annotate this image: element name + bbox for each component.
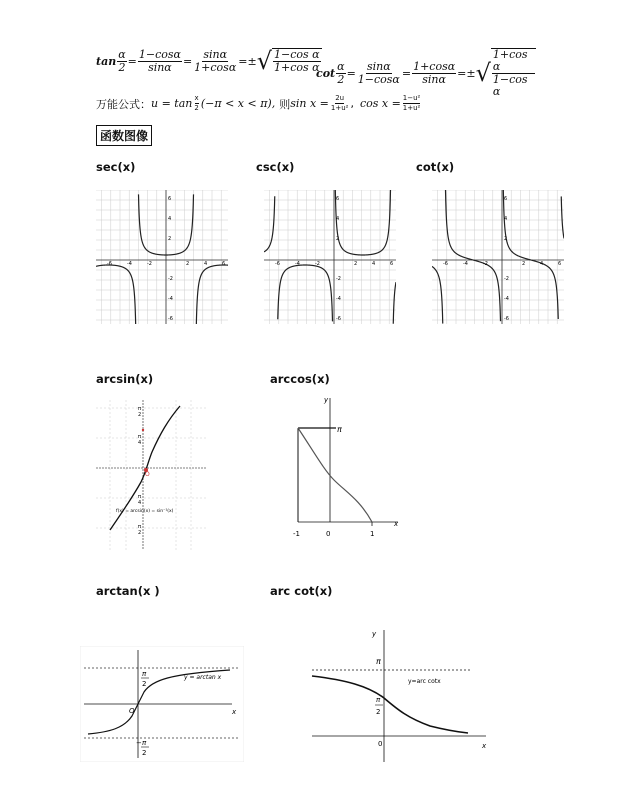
tick-y: -2 bbox=[504, 276, 509, 282]
tick-y: -2 bbox=[168, 276, 173, 282]
equals: = bbox=[401, 66, 412, 80]
tick-x: 4 bbox=[204, 261, 208, 267]
graph-label-sec: sec(x) bbox=[96, 160, 136, 174]
tan-label: tan bbox=[96, 54, 117, 68]
origin-label: O bbox=[145, 471, 150, 478]
numerator: 1+cos α bbox=[492, 49, 535, 74]
graph-label-arctan: arctan(x ) bbox=[96, 584, 160, 598]
pi-label: π bbox=[376, 657, 381, 666]
tick-x: 4 bbox=[372, 261, 376, 267]
equals: = bbox=[182, 54, 193, 68]
arccos-graph bbox=[284, 392, 408, 540]
tick-y: 4 bbox=[138, 500, 142, 506]
tick-x: 1 bbox=[370, 530, 375, 538]
range: (−π < x < π), bbox=[200, 97, 276, 110]
tick-y: -2 bbox=[336, 276, 341, 282]
tick-x: -1 bbox=[293, 530, 300, 538]
sec-curve bbox=[96, 194, 228, 324]
denominator: 1−cosα bbox=[357, 72, 400, 86]
cot-graph bbox=[432, 190, 564, 324]
origin-label: O bbox=[129, 707, 135, 715]
tick-y: -4 bbox=[504, 296, 509, 302]
cot-label: cot bbox=[316, 66, 336, 80]
two-top-label: 2 bbox=[142, 680, 147, 688]
arccot-graph bbox=[306, 626, 492, 764]
csc-graph bbox=[264, 190, 396, 324]
plus-minus: =± bbox=[457, 66, 476, 80]
x-over-two bbox=[194, 94, 198, 113]
denominator: 1+cos α bbox=[273, 61, 320, 74]
plus-minus: =± bbox=[238, 54, 257, 68]
graph-label-cot: cot(x) bbox=[416, 160, 455, 174]
tick-y: 2 bbox=[138, 412, 142, 418]
tick-y: 2 bbox=[138, 530, 142, 536]
equals: = bbox=[346, 66, 356, 80]
tick-y: 2 bbox=[336, 236, 340, 242]
fraction-1 bbox=[357, 61, 401, 86]
half-pi-denominator: 2 bbox=[376, 708, 381, 716]
tick-y: -4 bbox=[168, 296, 173, 302]
numerator: 1−cos α bbox=[273, 48, 320, 61]
two: 2 bbox=[337, 72, 345, 86]
comma: , bbox=[350, 97, 354, 110]
tick-y: -6 bbox=[168, 316, 173, 322]
two: 2 bbox=[118, 60, 126, 74]
universal-formula bbox=[96, 94, 422, 113]
tick-x: -6 bbox=[107, 261, 112, 267]
tick-y: -6 bbox=[504, 316, 509, 322]
numerator: sinα bbox=[366, 59, 391, 73]
curve-label: y=arc cotx bbox=[408, 678, 441, 685]
graph-label-csc: csc(x) bbox=[256, 160, 295, 174]
denominator: 1+u² bbox=[330, 104, 349, 112]
tick-x: 4 bbox=[540, 261, 544, 267]
grid-lines bbox=[264, 190, 396, 324]
pi-label: π bbox=[337, 425, 342, 434]
tick-x: -4 bbox=[463, 261, 468, 267]
graph-label-arcsin: arcsin(x) bbox=[96, 372, 154, 386]
denominator: 1+cosα bbox=[194, 60, 237, 74]
arccos-curve bbox=[298, 428, 372, 522]
tick-y: 2 bbox=[168, 236, 172, 242]
tick-x: 6 bbox=[558, 261, 562, 267]
fraction-2 bbox=[412, 61, 456, 86]
tan-half-angle-formula bbox=[96, 48, 322, 74]
tick-x: -2 bbox=[147, 261, 152, 267]
grid-lines bbox=[432, 190, 564, 324]
numerator: 1+cosα bbox=[413, 59, 456, 73]
fraction-1 bbox=[138, 49, 182, 74]
minus-sign: − bbox=[136, 739, 142, 747]
tick-x: 2 bbox=[354, 261, 358, 267]
tick-x: -4 bbox=[295, 261, 300, 267]
numerator: 2u bbox=[335, 94, 345, 102]
arcsin-graph bbox=[96, 400, 206, 550]
tick-y: 6 bbox=[168, 196, 172, 202]
x-axis-label: x bbox=[232, 708, 237, 716]
radical-icon: √ bbox=[256, 47, 272, 75]
denominator: 1+u² bbox=[402, 104, 421, 112]
denominator: sinα bbox=[148, 60, 172, 74]
graph-label-arccot: arc cot(x) bbox=[270, 584, 333, 598]
alpha: α bbox=[337, 59, 345, 73]
then-word: 则 bbox=[279, 97, 291, 111]
alpha: α bbox=[118, 47, 126, 61]
alpha-over-two bbox=[117, 49, 126, 74]
radical-icon: √ bbox=[475, 59, 491, 87]
sqrt-fraction bbox=[492, 49, 535, 98]
tick-x: -6 bbox=[275, 261, 280, 267]
section-title: 函数图像 bbox=[96, 125, 152, 146]
tick-y: 2 bbox=[504, 236, 508, 242]
tick-x: -6 bbox=[443, 261, 448, 267]
universal-prefix: 万能公式： bbox=[96, 97, 151, 111]
tick-y: 4 bbox=[336, 216, 340, 222]
graph-label-arccos: arccos(x) bbox=[270, 372, 330, 386]
y-axis-label: y bbox=[372, 630, 377, 638]
tick-y: π bbox=[138, 406, 142, 412]
marker-point bbox=[142, 429, 144, 431]
numerator: 1−cosα bbox=[138, 47, 181, 61]
two-bottom-label: 2 bbox=[142, 749, 147, 757]
tick-x: 2 bbox=[522, 261, 526, 267]
sec-graph bbox=[96, 190, 228, 324]
y-axis-label: y bbox=[324, 396, 329, 404]
numerator: sinα bbox=[203, 47, 228, 61]
grid-lines bbox=[96, 190, 228, 324]
equals: = bbox=[127, 54, 137, 68]
tick-x: 6 bbox=[390, 261, 394, 267]
tick-y: π bbox=[138, 524, 142, 530]
tick-x: 0 bbox=[326, 530, 331, 538]
denominator: 1−cos α bbox=[492, 73, 528, 98]
tick-y: π bbox=[138, 434, 142, 440]
tick-y: 4 bbox=[168, 216, 172, 222]
numerator: 1−u² bbox=[402, 94, 421, 102]
tick-y: -4 bbox=[336, 296, 341, 302]
function-caption: f(x) = arcsin(x) = sin⁻¹(x) bbox=[116, 509, 174, 514]
alpha-over-two bbox=[336, 61, 345, 86]
pi-top-label: π bbox=[142, 670, 147, 678]
denominator: sinα bbox=[422, 72, 446, 86]
pi-bottom-label: π bbox=[142, 739, 147, 747]
sin-expression: sin x = bbox=[290, 97, 329, 110]
u-expression: u = tan bbox=[151, 97, 193, 110]
cot-half-angle-formula bbox=[316, 48, 536, 98]
sqrt-fraction bbox=[273, 49, 321, 74]
curve-label: y = arctan x bbox=[184, 674, 222, 681]
tick-y: -6 bbox=[336, 316, 341, 322]
grid-lines bbox=[96, 400, 206, 550]
arctan-graph bbox=[80, 646, 244, 762]
square-root bbox=[257, 48, 322, 74]
tick-x: -2 bbox=[483, 261, 488, 267]
square-root bbox=[476, 48, 536, 98]
tick-y: 4 bbox=[138, 440, 142, 446]
sin-fraction bbox=[331, 94, 349, 113]
tick-y: 6 bbox=[336, 196, 340, 202]
half-pi-numerator: π bbox=[376, 696, 381, 704]
tick-x: 2 bbox=[186, 261, 190, 267]
fraction-2 bbox=[193, 49, 237, 74]
cos-expression: cos x = bbox=[359, 97, 401, 110]
tick-y: 4 bbox=[504, 216, 508, 222]
tick-y: π bbox=[138, 494, 142, 500]
arccot-curve bbox=[312, 676, 468, 733]
origin-label: 0 bbox=[378, 740, 383, 748]
denominator: 2 bbox=[194, 104, 199, 112]
x-axis-label: x bbox=[394, 520, 399, 528]
tick-x: 6 bbox=[222, 261, 226, 267]
tick-y: 6 bbox=[504, 196, 508, 202]
x-axis-label: x bbox=[482, 742, 487, 750]
tick-x: -2 bbox=[315, 261, 320, 267]
cos-fraction bbox=[403, 94, 421, 113]
tick-x: -4 bbox=[127, 261, 132, 267]
numerator: x bbox=[194, 94, 199, 102]
